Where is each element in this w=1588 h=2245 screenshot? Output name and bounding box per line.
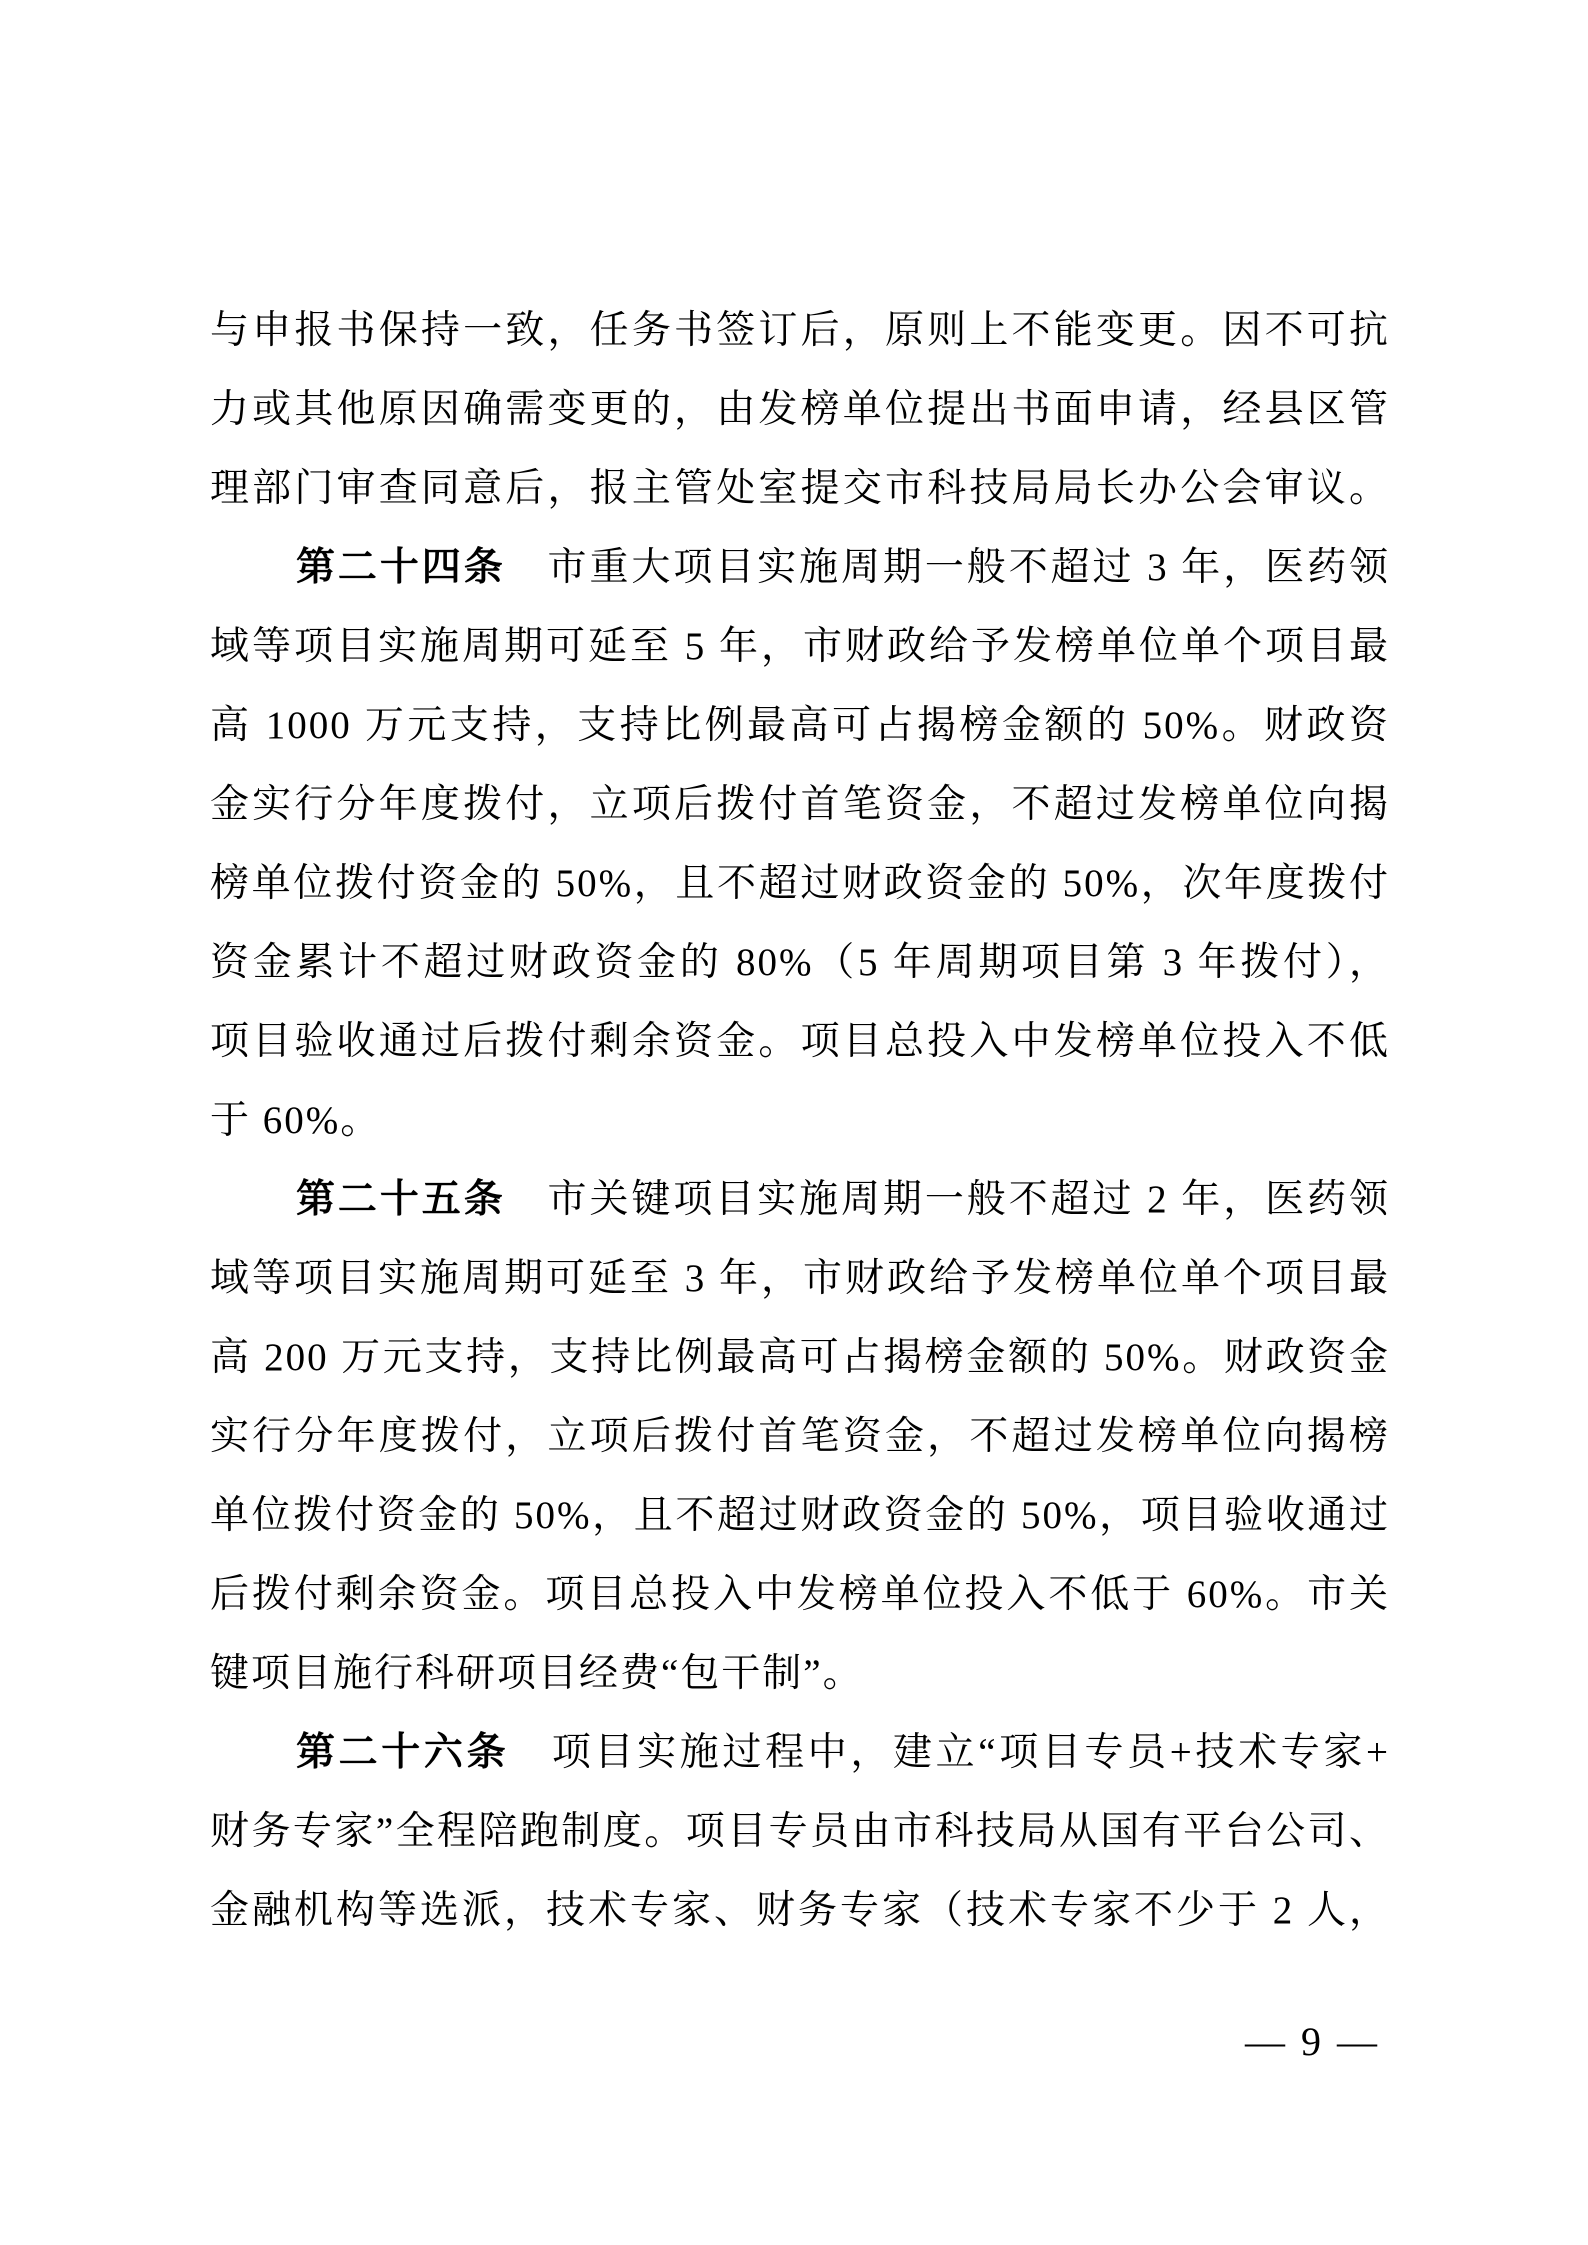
text-line-8 — [210, 844, 1390, 923]
text-line-2 — [210, 370, 1390, 449]
page-number: — 9 — — [1245, 2019, 1380, 2064]
article-number: 第二十六条 — [296, 1731, 510, 1774]
body-text: 市重大项目实施周期一般不超过 3 年，医药领 — [505, 546, 1390, 589]
text-line-13 — [210, 1239, 1390, 1318]
body-text: 项目验收通过后拨付剩余资金。项目总投入中发榜单位投入不低 — [210, 1020, 1390, 1063]
article-number: 第二十五条 — [296, 1178, 506, 1221]
text-line-15 — [210, 1397, 1390, 1476]
text-line-18 — [210, 1634, 1390, 1713]
body-text: 力或其他原因确需变更的，由发榜单位提出书面申请，经县区管 — [210, 388, 1390, 431]
body-text: 榜单位拨付资金的 50%，且不超过财政资金的 50%，次年度拨付 — [210, 862, 1390, 905]
text-line-6 — [210, 686, 1390, 765]
body-text: 与申报书保持一致，任务书签订后，原则上不能变更。因不可抗 — [210, 309, 1390, 352]
text-line-19 — [210, 1713, 1390, 1792]
text-line-7 — [210, 765, 1390, 844]
text-line-5 — [210, 607, 1390, 686]
article-number: 第二十四条 — [296, 546, 506, 589]
text-line-3 — [210, 449, 1390, 528]
text-line-10 — [210, 1002, 1390, 1081]
body-text: 于 60%。 — [210, 1099, 382, 1142]
body-text: 高 200 万元支持，支持比例最高可占揭榜金额的 50%。财政资金 — [210, 1336, 1390, 1379]
text-line-1 — [210, 291, 1390, 370]
text-line-11 — [210, 1081, 1390, 1160]
body-text: 财务专家”全程陪跑制度。项目专员由市科技局从国有平台公司、 — [210, 1810, 1390, 1853]
document-body — [210, 291, 1390, 1950]
body-text: 金融机构等选派，技术专家、财务专家（技术专家不少于 2 人， — [210, 1889, 1390, 1932]
body-text: 域等项目实施周期可延至 3 年，市财政给予发榜单位单个项目最 — [210, 1257, 1390, 1300]
body-text: 市关键项目实施周期一般不超过 2 年，医药领 — [505, 1178, 1390, 1221]
text-line-17 — [210, 1555, 1390, 1634]
body-text: 项目实施过程中，建立“项目专员+技术专家+ — [509, 1731, 1390, 1774]
text-line-16 — [210, 1476, 1390, 1555]
body-text: 实行分年度拨付，立项后拨付首笔资金，不超过发榜单位向揭榜 — [210, 1415, 1390, 1458]
body-text: 资金累计不超过财政资金的 80%（5 年周期项目第 3 年拨付）， — [210, 941, 1390, 984]
body-text: 理部门审查同意后，报主管处室提交市科技局局长办公会审议。 — [210, 467, 1390, 510]
body-text: 键项目施行科研项目经费“包干制”。 — [210, 1652, 864, 1695]
body-text: 高 1000 万元支持，支持比例最高可占揭榜金额的 50%。财政资 — [210, 704, 1390, 747]
text-line-9 — [210, 923, 1390, 1002]
text-line-4 — [210, 528, 1390, 607]
text-line-14 — [210, 1318, 1390, 1397]
body-text: 域等项目实施周期可延至 5 年，市财政给予发榜单位单个项目最 — [210, 625, 1390, 668]
text-line-20 — [210, 1792, 1390, 1871]
body-text: 后拨付剩余资金。项目总投入中发榜单位投入不低于 60%。市关 — [210, 1573, 1390, 1616]
body-text: 单位拨付资金的 50%，且不超过财政资金的 50%，项目验收通过 — [210, 1494, 1390, 1537]
text-line-21 — [210, 1871, 1390, 1950]
text-line-12 — [210, 1160, 1390, 1239]
body-text: 金实行分年度拨付，立项后拨付首笔资金，不超过发榜单位向揭 — [210, 783, 1390, 826]
